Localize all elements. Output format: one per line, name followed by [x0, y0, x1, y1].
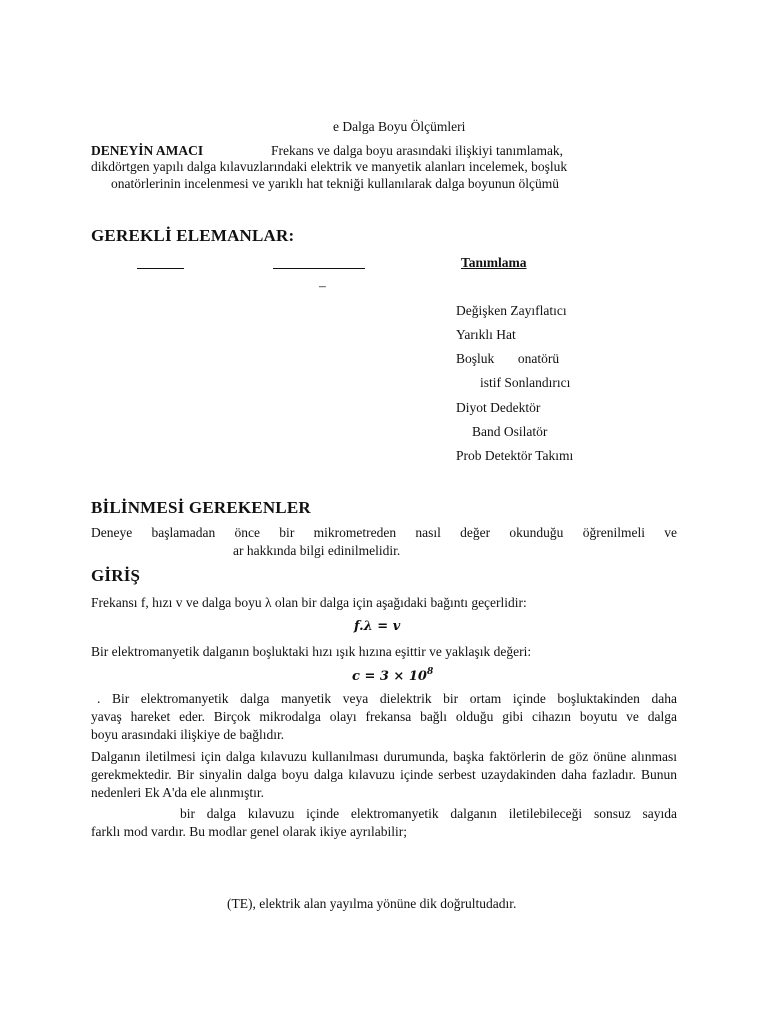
equipment-item: Yarıklı Hat — [456, 327, 516, 342]
intro-paragraph-4: Dalganın iletilmesi için dalga kılavuzu kullanılması durumunda, başka faktörlerin de göz önüne alınması gerekmektedir. Bir sinyalin dalga boyu dalga kılavuzu içinde serbest uzaydakinden daha fazladır. Bunun nedenleri Ek A'da ele alınmıştır. — [91, 749, 677, 800]
intro-paragraph-5-line-1: bir dalga kılavuzu içinde elektromanyetik dalganın iletilebileceği sonsuz sayıda — [180, 806, 677, 821]
intro-paragraph-3-line-3: boyu arasındaki ilişkiye de bağlıdır. — [91, 727, 285, 742]
page-title: e Dalga Boyu Ölçümleri — [333, 119, 466, 134]
column-2-header-underline — [273, 268, 365, 269]
equipment-item: Boşluk onatörü — [456, 351, 560, 366]
intro-heading: GİRİŞ — [91, 566, 141, 585]
formula-speed-base: c = 3 × 10 — [352, 669, 427, 684]
dash-mark: – — [319, 278, 326, 293]
prereq-line-2: ar hakkında bilgi edinilmelidir. — [233, 543, 401, 558]
prereq-line-1-text: Deneye başlamadan önce bir mikrometreden nasıl değer okunduğu öğrenilmeli ve — [91, 525, 677, 540]
intro-paragraph-1: Frekansı f, hızı v ve dalga boyu λ olan bir dalga için aşağıdaki bağıntı geçerlidir: — [91, 595, 527, 610]
intro-paragraph-3-line-1: . Bir elektromanyetik dalga manyetik veya dielektrik bir ortam içinde boşluktakinden daha — [97, 691, 677, 706]
purpose-line-1: Frekans ve dalga boyu arasındaki ilişkiyi tanımlamak, — [271, 143, 564, 158]
formula-speed-exponent: 8 — [426, 667, 434, 677]
purpose-line-2: dikdörtgen yapılı dalga kılavuzlarındaki elektrik ve manyetik alanları incelemek, boşluk — [91, 159, 568, 174]
intro-paragraph-6: (TE), elektrik alan yayılma yönüne dik doğrultudadır. — [227, 896, 517, 911]
purpose-label: DENEYİN AMACI — [91, 143, 204, 158]
formula-speed-of-light — [352, 667, 433, 684]
equipment-item: Değişken Zayıflatıcı — [456, 303, 567, 318]
equipment-item: istif Sonlandırıcı — [480, 375, 571, 390]
intro-paragraph-5 — [91, 805, 677, 841]
equipment-item: Prob Detektör Takımı — [456, 448, 574, 463]
intro-paragraph-3-line-2: yavaş hareket eder. Birçok mikrodalga olayı frekansa bağlı olduğu gibi cihazın boyutu ve dalga — [91, 709, 677, 724]
intro-paragraph-3 — [91, 690, 677, 744]
prereq-line-1 — [91, 524, 677, 542]
equipment-heading: GEREKLİ ELEMANLAR: — [91, 226, 295, 245]
intro-paragraph-2: Bir elektromanyetik dalganın boşluktaki hızı ışık hızına eşittir ve yaklaşık değeri: — [91, 644, 532, 659]
equipment-item: Diyot Dedektör — [456, 400, 541, 415]
column-3-header: Tanımlama — [461, 255, 527, 270]
prereq-heading: BİLİNMESİ GEREKENLER — [91, 498, 311, 517]
intro-paragraph-5-line-2: farklı mod vardır. Bu modlar genel olarak ikiye ayrılabilir; — [91, 824, 408, 839]
column-1-header-underline — [137, 268, 184, 269]
formula-frequency-wavelength: f.λ = v — [354, 619, 401, 634]
equipment-item: Band Osilatör — [472, 424, 548, 439]
purpose-line-3: onatörlerinin incelenmesi ve yarıklı hat tekniği kullanılarak dalga boyunun ölçümü — [111, 176, 559, 191]
